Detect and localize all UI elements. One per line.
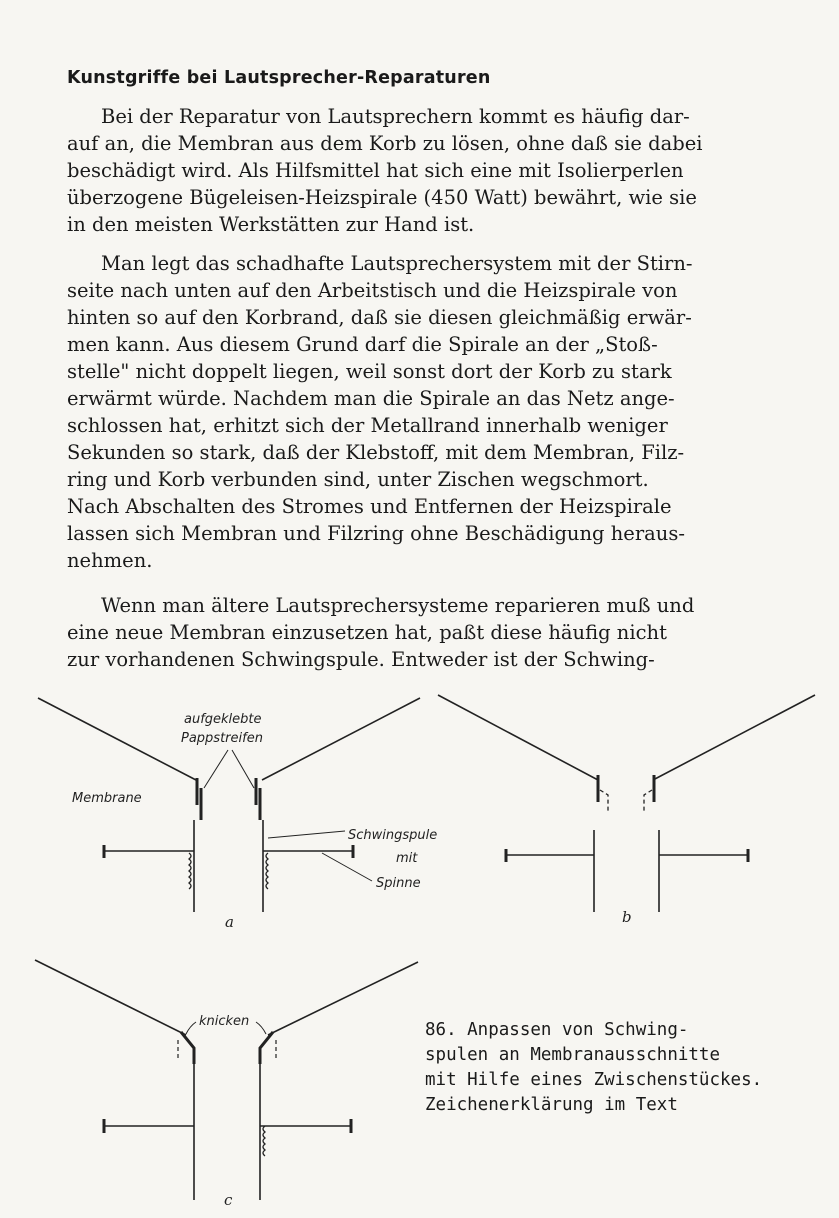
text-line: hinten so auf den Korbrand, daß sie diesen gleichmäßig erwär-: [67, 306, 692, 329]
coil-winding-left: [189, 853, 191, 889]
figure-caption: [425, 1018, 762, 1118]
figure-a: [0, 690, 438, 940]
label-b: b: [622, 908, 632, 926]
label-schwingspule: Schwingspule: [348, 828, 438, 843]
figure-b: [430, 690, 830, 940]
coil-winding-right: [263, 1126, 265, 1156]
cone-line-left: [35, 960, 186, 1035]
text-line: erwärmt würde. Nachdem man die Spirale an das Netz ange-: [67, 387, 675, 410]
label-aufgeklebte: aufgeklebte: [184, 712, 262, 727]
text-line: auf an, die Membran aus dem Korb zu lösen, ohne daß sie dabei: [67, 132, 703, 155]
text-line: stelle" nicht doppelt liegen, weil sonst dort der Korb zu stark: [67, 360, 672, 383]
text-line: in den meisten Werkstätten zur Hand ist.: [67, 213, 475, 236]
caption-line: 86. Anpassen von Schwing-: [425, 1020, 689, 1040]
text-line: men kann. Aus diesem Grund darf die Spirale an der „Stoß-: [67, 333, 658, 356]
figure-c: [0, 950, 430, 1218]
bent-insert-left: [181, 1032, 194, 1064]
bent-insert-right: [260, 1032, 273, 1064]
text-line: schlossen hat, erhitzt sich der Metallrand innerhalb weniger: [67, 414, 668, 437]
section-heading: Kunstgriffe bei Lautsprecher-Reparaturen: [67, 68, 491, 88]
cone-line-right: [268, 962, 418, 1035]
label-mit: mit: [396, 851, 418, 866]
text-line: Man legt das schadhafte Lautsprechersystem mit der Stirn-: [101, 252, 693, 275]
label-spinne: Spinne: [376, 876, 421, 891]
label-pappstreifen: Pappstreifen: [181, 731, 263, 746]
label-c: c: [224, 1191, 233, 1209]
text-line: Wenn man ältere Lautsprechersysteme reparieren muß und: [101, 594, 695, 617]
cone-line-right: [653, 695, 815, 780]
caption-line: mit Hilfe eines Zwischenstückes.: [425, 1070, 763, 1090]
caption-line: spulen an Membranausschnitte: [425, 1045, 721, 1065]
paragraph-1: [67, 103, 779, 238]
gap-dashed-right: [644, 790, 652, 813]
gap-dashed-left: [600, 790, 608, 813]
text-line: eine neue Membran einzusetzen hat, paßt diese häufig nicht: [67, 621, 667, 644]
label-knicken: knicken: [199, 1014, 250, 1029]
text-line: Nach Abschalten des Stromes und Entfernen der Heizspirale: [67, 495, 672, 518]
text-line: beschädigt wird. Als Hilfsmittel hat sich eine mit Isolierperlen: [67, 159, 684, 182]
text-line: seite nach unten auf den Arbeitstisch und die Heizspirale von: [67, 279, 678, 302]
label-a: a: [225, 913, 234, 931]
cone-line-right: [262, 698, 420, 780]
text-line: überzogene Bügeleisen-Heizspirale (450 Watt) bewährt, wie sie: [67, 186, 697, 209]
caption-line: Zeichenerklärung im Text: [425, 1095, 678, 1115]
paragraph-3: [67, 592, 779, 673]
text-line: ring und Korb verbunden sind, unter Zischen wegschmort.: [67, 468, 649, 491]
text-line: lassen sich Membran und Filzring ohne Beschädigung heraus-: [67, 522, 685, 545]
text-line: Bei der Reparatur von Lautsprechern kommt es häufig dar-: [101, 105, 690, 128]
cone-line-left: [438, 695, 598, 780]
cone-line-left: [38, 698, 196, 780]
coil-winding-right: [266, 853, 268, 889]
paragraph-2: [67, 250, 779, 574]
text-line: nehmen.: [67, 549, 153, 572]
label-membrane: Membrane: [72, 791, 142, 806]
text-line: zur vorhandenen Schwingspule. Entweder ist der Schwing-: [67, 648, 655, 671]
text-line: Sekunden so stark, daß der Klebstoff, mit dem Membran, Filz-: [67, 441, 685, 464]
